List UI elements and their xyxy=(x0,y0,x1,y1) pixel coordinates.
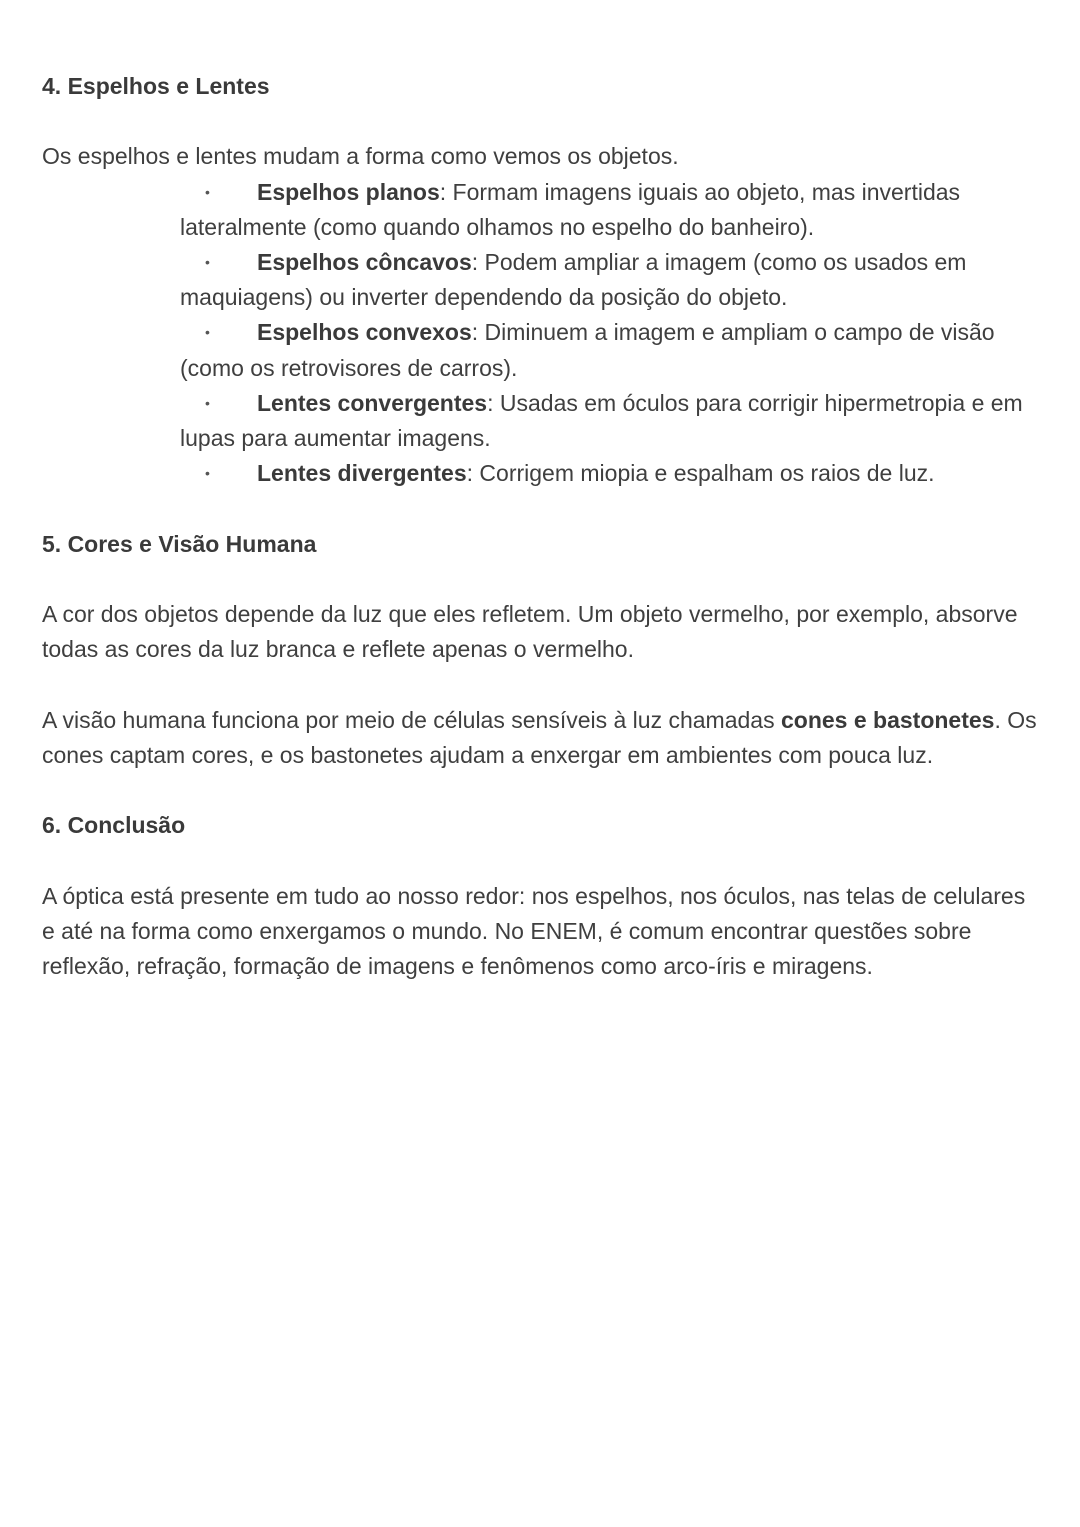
list-item-text: : Diminuem a imagem e ampliam o campo de visão (como os retrovisores de carros). xyxy=(180,319,995,381)
section-5-heading: 5. Cores e Visão Humana xyxy=(42,530,317,557)
list-item-text: : Formam imagens iguais ao objeto, mas invertidas lateralmente (como quando olhamos no espelho do banheiro). xyxy=(180,178,961,240)
paragraph-bold-text: cones e bastonetes xyxy=(780,706,995,733)
spacer xyxy=(42,491,1042,526)
list-item xyxy=(180,245,1025,315)
bullet-icon: • xyxy=(205,465,210,482)
section-5-paragraph-1: A cor dos objetos depende da luz que eles refletem. Um objeto vermelho, por exemplo, absorve todas as cores da luz branca e reflete apenas o vermelho. xyxy=(42,601,1018,663)
list-item-text: : Podem ampliar a imagem (como os usados em maquiagens) ou inverter dependendo da posição do objeto. xyxy=(180,249,967,311)
spacer xyxy=(42,562,1042,597)
paragraph-text: . Os cones captam cores, e os bastonetes ajudam a enxergar em ambientes com pouca luz. xyxy=(42,706,1037,768)
list-item-term: Lentes divergentes xyxy=(257,460,467,487)
bullet-icon: • xyxy=(205,394,210,411)
list-item xyxy=(180,175,1025,245)
list-item xyxy=(180,386,1025,456)
spacer xyxy=(42,104,1042,139)
section-6-paragraph: A óptica está presente em tudo ao nosso redor: nos espelhos, nos óculos, nas telas de celulares e até na forma como enxergamos o mundo. No ENEM, é comum encontrar questões sobre reflexão, refração, formação de imagens e fenômenos como arco-íris e miragens. xyxy=(42,882,1026,979)
list-item-term: Lentes convergentes xyxy=(257,389,488,416)
paragraph-text: A visão humana funciona por meio de células sensíveis à luz chamadas xyxy=(42,706,781,733)
list-item-term: Espelhos côncavos xyxy=(257,249,472,275)
spacer xyxy=(42,667,1042,702)
bullet-icon: • xyxy=(205,183,210,200)
spacer xyxy=(42,773,1042,808)
bullet-icon: • xyxy=(205,254,210,270)
list-item-text: : Corrigem miopia e espalham os raios de luz. xyxy=(466,460,935,487)
bullet-icon: • xyxy=(205,324,210,341)
section-6-heading: 6. Conclusão xyxy=(42,812,186,839)
list-item-term: Espelhos planos xyxy=(257,178,440,205)
section-4-heading: 4. Espelhos e Lentes xyxy=(42,73,270,99)
spacer xyxy=(42,843,1042,878)
mirrors-lenses-list xyxy=(42,175,1042,492)
section-4-intro: Os espelhos e lentes mudam a forma como vemos os objetos. xyxy=(42,143,679,170)
list-item xyxy=(180,456,1025,491)
list-item xyxy=(180,315,1025,385)
document-body xyxy=(42,69,1042,984)
list-item-text: : Usadas em óculos para corrigir hipermetropia e em lupas para aumentar imagens. xyxy=(180,389,1023,452)
section-5-paragraph-2 xyxy=(42,703,1042,773)
list-item-term: Espelhos convexos xyxy=(257,319,472,346)
